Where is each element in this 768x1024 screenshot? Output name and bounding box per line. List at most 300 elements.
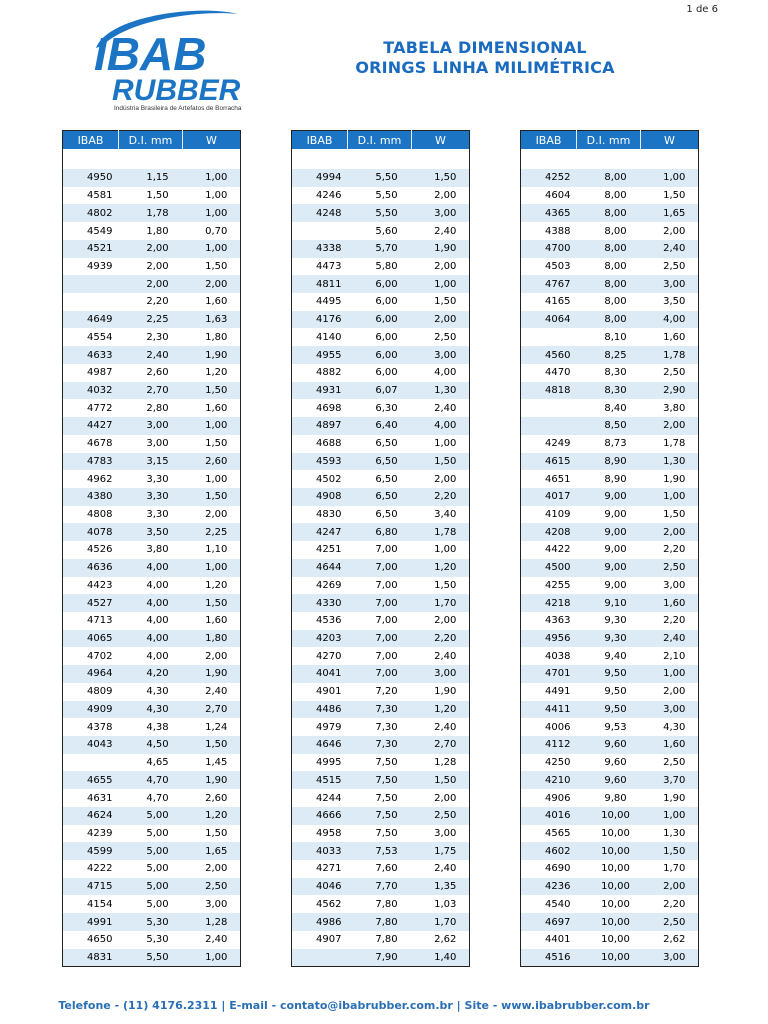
table-row [292, 435, 470, 453]
column-header: D.I. mm [577, 131, 641, 150]
ibab-code-cell: 4906 [545, 792, 571, 804]
ibab-code-cell: 4208 [521, 523, 577, 541]
table-row [521, 594, 699, 612]
inner-diameter-cell: 7,90 [348, 949, 412, 967]
width-cell: 1,50 [412, 453, 470, 471]
table-row [292, 913, 470, 931]
ibab-code-cell: 4602 [521, 842, 577, 860]
inner-diameter-cell: 4,65 [146, 757, 169, 769]
width-cell: 2,70 [412, 736, 470, 754]
ibab-code-cell: 4713 [87, 615, 113, 627]
width-cell: 1,28 [183, 913, 241, 931]
width-cell: 1,90 [663, 473, 686, 485]
logo-wordmark-bottom: RUBBER [112, 74, 241, 107]
inner-diameter-cell: 9,60 [577, 736, 641, 754]
page-number: 1 de 6 [686, 4, 718, 15]
table-row [292, 807, 470, 825]
width-cell: 2,70 [183, 701, 241, 719]
table-row [521, 754, 699, 772]
width-cell: 1,50 [434, 296, 457, 308]
width-cell: 2,00 [412, 311, 470, 329]
inner-diameter-cell: 7,80 [375, 898, 398, 910]
table-row [521, 187, 699, 205]
inner-diameter-cell: 2,00 [146, 260, 169, 272]
table-row [292, 364, 470, 382]
width-cell: 1,50 [183, 382, 241, 400]
inner-diameter-cell: 7,53 [348, 842, 412, 860]
ibab-code-cell: 4038 [545, 650, 571, 662]
inner-diameter-cell: 6,00 [375, 296, 398, 308]
ibab-code-cell: 4962 [87, 473, 113, 485]
inner-diameter-cell: 5,70 [348, 240, 412, 258]
width-cell: 2,40 [434, 225, 457, 237]
column-header: W [641, 131, 699, 150]
inner-diameter-cell: 6,50 [375, 473, 398, 485]
inner-diameter-cell: 4,00 [146, 650, 169, 662]
inner-diameter-cell: 5,30 [119, 913, 183, 931]
ibab-code-cell: 4655 [63, 771, 119, 789]
ibab-code-cell: 4165 [545, 296, 571, 308]
ibab-code-cell: 4500 [521, 559, 577, 577]
inner-diameter-cell: 9,00 [577, 488, 641, 506]
inner-diameter-cell: 2,30 [146, 331, 169, 343]
table-row [63, 771, 241, 789]
width-cell: 3,00 [412, 665, 470, 683]
ibab-code-cell: 4006 [545, 721, 571, 733]
width-cell: 2,50 [663, 757, 686, 769]
width-cell: 4,00 [412, 417, 470, 435]
inner-diameter-cell: 8,73 [604, 438, 627, 450]
inner-diameter-cell: 3,00 [146, 438, 169, 450]
width-cell: 2,50 [663, 260, 686, 272]
ibab-code-cell: 4017 [521, 488, 577, 506]
ibab-code-cell: 4907 [316, 934, 342, 946]
inner-diameter-cell: 8,00 [604, 190, 627, 202]
width-cell: 1,90 [663, 792, 686, 804]
table-row [521, 523, 699, 541]
table-row [63, 364, 241, 382]
table-row [292, 258, 470, 276]
ibab-code-cell: 4666 [292, 807, 348, 825]
inner-diameter-cell: 6,80 [348, 523, 412, 541]
table-row [521, 382, 699, 400]
table-row [63, 665, 241, 683]
inner-diameter-cell: 7,70 [348, 878, 412, 896]
width-cell: 1,70 [412, 913, 470, 931]
table-row [63, 169, 241, 187]
table-row [63, 913, 241, 931]
inner-diameter-cell: 9,60 [577, 771, 641, 789]
table-row [63, 683, 241, 701]
ibab-code-cell [63, 293, 119, 311]
inner-diameter-cell: 10,00 [601, 827, 630, 839]
table-row [521, 275, 699, 293]
width-cell: 1,30 [412, 382, 470, 400]
ibab-code-cell: 4503 [545, 260, 571, 272]
inner-diameter-cell: 8,40 [604, 402, 627, 414]
table-row [292, 612, 470, 630]
width-cell: 2,20 [663, 544, 686, 556]
width-cell: 1,24 [205, 721, 228, 733]
width-cell: 1,90 [183, 346, 241, 364]
inner-diameter-cell: 9,00 [604, 544, 627, 556]
width-cell: 1,00 [205, 190, 228, 202]
width-cell: 1,50 [183, 488, 241, 506]
width-cell: 2,25 [183, 523, 241, 541]
inner-diameter-cell: 4,00 [119, 559, 183, 577]
ibab-code-cell: 4994 [292, 169, 348, 187]
ibab-code-cell: 4909 [63, 701, 119, 719]
inner-diameter-cell: 10,00 [577, 807, 641, 825]
width-cell: 1,60 [205, 615, 228, 627]
table-row [292, 204, 470, 222]
table-row [63, 630, 241, 648]
table-row [292, 683, 470, 701]
table-row [63, 311, 241, 329]
inner-diameter-cell: 8,90 [577, 453, 641, 471]
inner-diameter-cell: 6,30 [375, 402, 398, 414]
table-row [63, 222, 241, 240]
inner-diameter-cell: 9,80 [604, 792, 627, 804]
width-cell: 1,65 [183, 842, 241, 860]
ibab-code-cell: 4270 [316, 650, 342, 662]
ibab-code-cell: 4986 [292, 913, 348, 931]
footer-contact: Telefone - (11) 4176.2311 | E-mail - contato@ibabrubber.com.br | Site - www.ibabrubber.com.br [58, 999, 650, 1012]
ibab-code-cell: 4987 [87, 367, 113, 379]
ibab-code-cell: 4244 [316, 792, 342, 804]
ibab-code-cell [521, 399, 577, 417]
ibab-code-cell: 4702 [87, 650, 113, 662]
width-cell: 1,35 [412, 878, 470, 896]
table-row [292, 594, 470, 612]
width-cell: 2,50 [183, 878, 241, 896]
inner-diameter-cell: 8,00 [604, 225, 627, 237]
table-row [63, 647, 241, 665]
width-cell: 2,00 [434, 473, 457, 485]
table-row [521, 417, 699, 435]
inner-diameter-cell: 7,50 [375, 757, 398, 769]
ibab-code-cell: 4818 [521, 382, 577, 400]
ibab-code-cell: 4636 [63, 559, 119, 577]
ibab-code-cell: 4802 [63, 204, 119, 222]
inner-diameter-cell: 9,30 [577, 630, 641, 648]
ibab-code-cell: 4549 [87, 225, 113, 237]
inner-diameter-cell: 7,50 [348, 771, 412, 789]
ibab-code-cell: 4615 [521, 453, 577, 471]
width-cell: 1,03 [434, 898, 457, 910]
table-row [63, 488, 241, 506]
width-cell: 2,00 [183, 275, 241, 293]
inner-diameter-cell: 7,00 [348, 594, 412, 612]
table-row [521, 878, 699, 896]
table-row [292, 860, 470, 878]
inner-diameter-cell: 5,80 [375, 260, 398, 272]
width-cell: 1,50 [205, 260, 228, 272]
table-row [63, 240, 241, 258]
table-row [292, 577, 470, 595]
ibab-code-cell: 4154 [87, 898, 113, 910]
table-row [292, 328, 470, 346]
ibab-code-cell: 4078 [63, 523, 119, 541]
width-cell: 4,00 [641, 311, 699, 329]
table-row [63, 842, 241, 860]
ibab-code-cell: 4783 [63, 453, 119, 471]
table-row [521, 204, 699, 222]
width-cell: 1,50 [434, 579, 457, 591]
ibab-code-cell: 4411 [521, 701, 577, 719]
ibab-code-cell: 4527 [63, 594, 119, 612]
inner-diameter-cell: 6,50 [375, 438, 398, 450]
width-cell: 1,50 [205, 438, 228, 450]
ibab-code-cell: 4698 [316, 402, 342, 414]
column-header: IBAB [63, 131, 119, 150]
column-header: IBAB [521, 131, 577, 150]
inner-diameter-cell: 4,30 [119, 701, 183, 719]
table-row [521, 435, 699, 453]
ibab-code-cell: 4901 [316, 686, 342, 698]
ibab-code-cell: 4515 [292, 771, 348, 789]
inner-diameter-cell: 7,80 [375, 934, 398, 946]
inner-diameter-cell: 8,10 [604, 331, 627, 343]
table-row [521, 665, 699, 683]
spacer-row [521, 149, 699, 169]
inner-diameter-cell: 9,50 [604, 686, 627, 698]
ibab-code-cell: 4897 [292, 417, 348, 435]
inner-diameter-cell: 7,00 [348, 630, 412, 648]
inner-diameter-cell: 6,00 [348, 275, 412, 293]
table-row [292, 417, 470, 435]
width-cell: 2,00 [434, 190, 457, 202]
table-row [292, 222, 470, 240]
ibab-code-cell: 4380 [63, 488, 119, 506]
width-cell: 2,00 [205, 863, 228, 875]
ibab-code-cell: 4690 [545, 863, 571, 875]
ibab-code-cell: 4473 [316, 260, 342, 272]
table-row [292, 736, 470, 754]
ibab-code-cell: 4688 [316, 438, 342, 450]
table-row [63, 718, 241, 736]
width-cell: 3,00 [663, 579, 686, 591]
dimension-table-2 [291, 130, 470, 967]
width-cell: 2,40 [434, 650, 457, 662]
ibab-code-cell: 4041 [292, 665, 348, 683]
width-cell: 2,00 [205, 509, 228, 521]
inner-diameter-cell: 8,00 [577, 311, 641, 329]
table-row [521, 577, 699, 595]
width-cell: 1,30 [641, 453, 699, 471]
inner-diameter-cell: 9,00 [577, 559, 641, 577]
inner-diameter-cell: 7,00 [375, 544, 398, 556]
table-row [521, 842, 699, 860]
table-row [521, 488, 699, 506]
inner-diameter-cell: 8,50 [577, 417, 641, 435]
ibab-code-cell: 4995 [316, 757, 342, 769]
width-cell: 3,00 [412, 204, 470, 222]
width-cell: 1,20 [205, 367, 228, 379]
ibab-code-cell: 4140 [316, 331, 342, 343]
logo-tagline: Indústria Brasileira de Artefatos de Borracha [114, 105, 242, 112]
inner-diameter-cell: 5,50 [375, 190, 398, 202]
inner-diameter-cell: 10,00 [601, 863, 630, 875]
table-row [521, 718, 699, 736]
width-cell: 2,40 [205, 686, 228, 698]
inner-diameter-cell: 3,80 [146, 544, 169, 556]
width-cell: 1,50 [641, 842, 699, 860]
table-row [63, 399, 241, 417]
column-header: W [183, 131, 241, 150]
table-row [521, 701, 699, 719]
inner-diameter-cell: 4,00 [146, 579, 169, 591]
width-cell: 2,40 [205, 934, 228, 946]
ibab-rubber-logo [88, 8, 258, 116]
inner-diameter-cell: 6,50 [348, 453, 412, 471]
ibab-code-cell: 4016 [521, 807, 577, 825]
table-row [63, 594, 241, 612]
width-cell: 1,00 [183, 204, 241, 222]
width-cell: 1,63 [183, 311, 241, 329]
inner-diameter-cell: 8,00 [577, 240, 641, 258]
inner-diameter-cell: 7,00 [375, 615, 398, 627]
table-row [292, 453, 470, 471]
width-cell: 1,00 [641, 488, 699, 506]
ibab-code-cell: 4604 [545, 190, 571, 202]
table-row [521, 258, 699, 276]
inner-diameter-cell: 5,50 [348, 204, 412, 222]
width-cell: 2,00 [663, 686, 686, 698]
width-cell: 1,78 [641, 346, 699, 364]
ibab-code-cell: 4112 [521, 736, 577, 754]
table-row [292, 346, 470, 364]
table-row [521, 895, 699, 913]
inner-diameter-cell: 6,00 [375, 331, 398, 343]
width-cell: 1,60 [641, 594, 699, 612]
ibab-code-cell: 4644 [292, 559, 348, 577]
ibab-code-cell: 4250 [545, 757, 571, 769]
inner-diameter-cell: 1,50 [146, 190, 169, 202]
ibab-code-cell: 4248 [292, 204, 348, 222]
ibab-code-cell: 4631 [87, 792, 113, 804]
table-row [521, 169, 699, 187]
table-row [292, 754, 470, 772]
width-cell: 2,00 [434, 792, 457, 804]
column-header: IBAB [292, 131, 348, 150]
table-row [63, 453, 241, 471]
width-cell: 1,78 [663, 438, 686, 450]
table-row [292, 488, 470, 506]
width-cell: 1,50 [205, 827, 228, 839]
ibab-code-cell: 4633 [63, 346, 119, 364]
inner-diameter-cell: 9,00 [604, 509, 627, 521]
inner-diameter-cell: 5,50 [119, 949, 183, 967]
ibab-code-cell: 4064 [521, 311, 577, 329]
ibab-code-cell: 4958 [316, 827, 342, 839]
table-row [292, 541, 470, 559]
width-cell: 2,00 [434, 260, 457, 272]
width-cell: 1,00 [641, 169, 699, 187]
inner-diameter-cell: 4,38 [146, 721, 169, 733]
ibab-code-cell: 4950 [63, 169, 119, 187]
width-cell: 2,62 [434, 934, 457, 946]
inner-diameter-cell: 9,10 [577, 594, 641, 612]
width-cell: 2,62 [663, 934, 686, 946]
width-cell: 4,30 [663, 721, 686, 733]
inner-diameter-cell: 2,25 [119, 311, 183, 329]
table-row [63, 204, 241, 222]
table-row [63, 470, 241, 488]
table-row [521, 506, 699, 524]
table-row [63, 328, 241, 346]
logo-wordmark-top: IBAB [94, 28, 207, 80]
ibab-code-cell: 4536 [316, 615, 342, 627]
width-cell: 1,28 [434, 757, 457, 769]
table-row [521, 559, 699, 577]
inner-diameter-cell: 6,00 [375, 367, 398, 379]
ibab-code-cell: 4715 [63, 878, 119, 896]
ibab-code-cell: 4252 [521, 169, 577, 187]
table-row [63, 293, 241, 311]
width-cell: 2,20 [663, 615, 686, 627]
inner-diameter-cell: 5,00 [146, 827, 169, 839]
table-row [292, 630, 470, 648]
table-row [521, 612, 699, 630]
title-line-2: ORINGS LINHA MILIMÉTRICA [355, 58, 615, 77]
ibab-code-cell: 4422 [545, 544, 571, 556]
ibab-code-cell: 4109 [545, 509, 571, 521]
table-row [63, 258, 241, 276]
width-cell: 1,60 [663, 331, 686, 343]
inner-diameter-cell: 5,60 [375, 225, 398, 237]
ibab-code-cell: 4516 [521, 949, 577, 967]
table-row [63, 931, 241, 949]
table-row [63, 187, 241, 205]
width-cell: 1,20 [183, 807, 241, 825]
width-cell: 2,40 [641, 630, 699, 648]
inner-diameter-cell: 8,25 [577, 346, 641, 364]
width-cell: 1,70 [412, 594, 470, 612]
inner-diameter-cell: 10,00 [577, 949, 641, 967]
ibab-code-cell: 4495 [316, 296, 342, 308]
ibab-code-cell: 4246 [316, 190, 342, 202]
width-cell: 1,00 [434, 544, 457, 556]
width-cell: 1,75 [412, 842, 470, 860]
ibab-code-cell: 4065 [63, 630, 119, 648]
inner-diameter-cell: 3,15 [119, 453, 183, 471]
inner-diameter-cell: 3,00 [119, 417, 183, 435]
ibab-code-cell: 4363 [545, 615, 571, 627]
inner-diameter-cell: 7,80 [348, 913, 412, 931]
table-row [292, 718, 470, 736]
width-cell: 2,20 [663, 898, 686, 910]
ibab-code-cell: 4401 [545, 934, 571, 946]
width-cell: 2,00 [434, 615, 457, 627]
ibab-code-cell: 4991 [63, 913, 119, 931]
width-cell: 2,90 [641, 382, 699, 400]
inner-diameter-cell: 7,00 [375, 650, 398, 662]
table-row [521, 860, 699, 878]
inner-diameter-cell: 5,00 [119, 878, 183, 896]
width-cell: 3,00 [641, 275, 699, 293]
table-row [63, 577, 241, 595]
ibab-code-cell: 4269 [316, 579, 342, 591]
width-cell: 1,70 [663, 863, 686, 875]
table-row [521, 222, 699, 240]
width-cell: 2,40 [641, 240, 699, 258]
inner-diameter-cell: 10,00 [577, 913, 641, 931]
inner-diameter-cell: 6,40 [348, 417, 412, 435]
ibab-code-cell: 4964 [63, 665, 119, 683]
ibab-code-cell: 4650 [87, 934, 113, 946]
inner-diameter-cell: 8,00 [577, 169, 641, 187]
